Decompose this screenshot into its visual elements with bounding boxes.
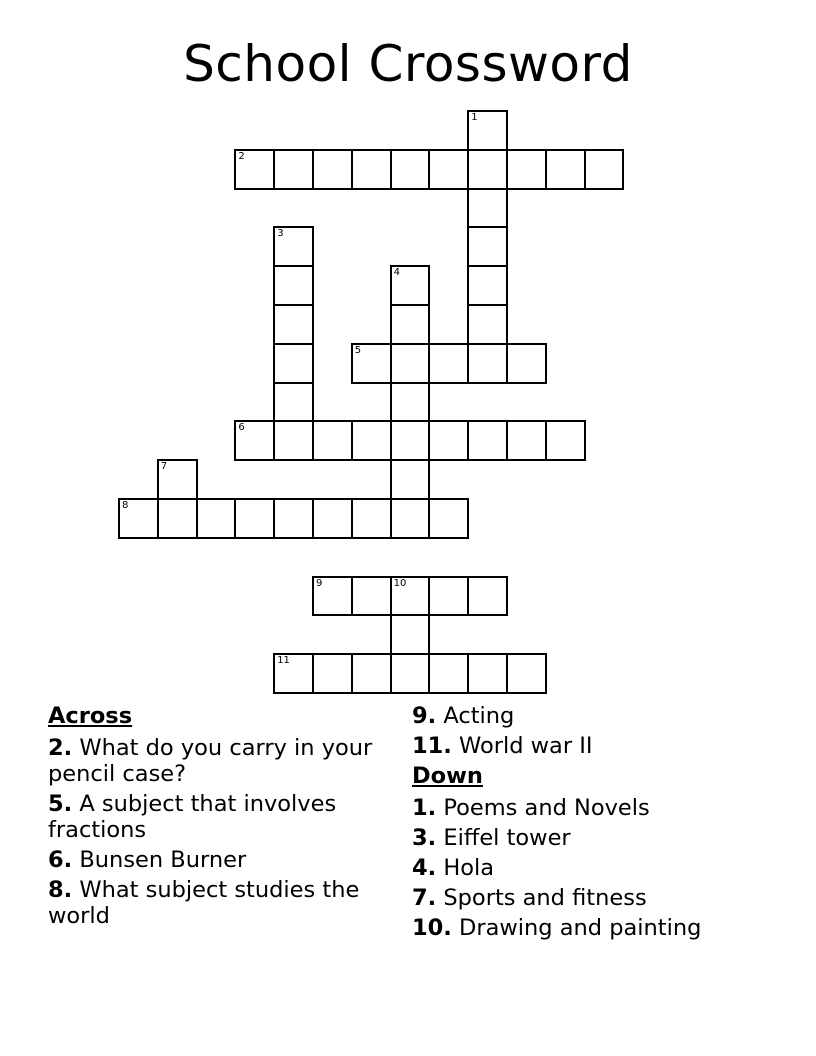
clue-number: 11. [412,733,452,759]
cell-number: 2 [238,150,245,162]
clues-column-right [412,703,792,945]
crossword-cell[interactable] [390,653,431,694]
cell-number: 1 [471,112,478,123]
crossword-cell[interactable] [234,420,275,461]
crossword-cell[interactable] [506,343,547,384]
across-heading: Across [48,703,133,729]
crossword-cell[interactable] [390,576,431,617]
crossword-cell[interactable] [467,304,508,345]
cell-number: 7 [160,461,168,473]
crossword-cell[interactable] [351,576,392,617]
crossword-cell[interactable] [351,149,392,190]
clue-text: Hola [443,855,495,881]
crossword-cell[interactable] [312,498,353,539]
clue-across-2 [48,735,378,787]
clue-text: Sports and fitness [443,885,647,911]
crossword-cell[interactable] [390,459,431,500]
crossword-cell[interactable] [467,343,508,384]
crossword-cell[interactable] [545,149,586,190]
cell-number: 6 [238,422,245,434]
crossword-cell[interactable] [390,265,431,306]
crossword-cell[interactable] [390,382,431,423]
clue-number: 4. [412,855,437,881]
crossword-cell[interactable] [428,343,469,384]
clue-across-8 [48,877,378,929]
crossword-cell[interactable] [467,149,508,190]
crossword-cell[interactable] [390,149,431,190]
cell-number: 10 [393,577,407,589]
crossword-cell[interactable] [273,304,314,345]
clue-number: 10. [412,915,452,941]
down-heading: Down [412,763,483,789]
crossword-cell[interactable] [506,420,547,461]
crossword-cell[interactable] [390,420,431,461]
clue-across-9 [412,703,792,729]
clue-number: 1. [412,795,437,821]
crossword-cell[interactable] [506,149,547,190]
clue-across-11 [412,733,792,759]
crossword-cell[interactable] [390,614,431,655]
crossword-cell[interactable] [157,459,198,500]
crossword-cell[interactable] [351,653,392,694]
crossword-cell[interactable] [273,343,314,384]
clue-across-5 [48,791,378,843]
clue-down-7 [412,885,792,911]
cell-number: 4 [393,267,400,279]
clue-text: Eiffel tower [443,825,571,851]
crossword-cell[interactable] [467,265,508,306]
crossword-cell[interactable] [428,149,469,190]
crossword-cell[interactable] [351,343,392,384]
crossword-cell[interactable] [545,420,586,461]
crossword-cell[interactable] [312,149,353,190]
clue-number: 9. [412,703,437,729]
clue-number: 5. [48,791,73,817]
crossword-cell[interactable] [273,265,314,306]
clue-text: What subject studies the world [48,877,360,929]
crossword-cell[interactable] [467,110,508,151]
crossword-cell[interactable] [390,304,431,345]
crossword-cell[interactable] [273,382,314,423]
crossword-cell[interactable] [390,343,431,384]
crossword-cell[interactable] [428,498,469,539]
crossword-cell[interactable] [273,149,314,190]
clue-text: Drawing and painting [459,915,702,941]
crossword-cell[interactable] [467,226,508,267]
crossword-cell[interactable] [467,420,508,461]
clue-text: Poems and Novels [443,795,650,821]
crossword-cell[interactable] [312,576,353,617]
crossword-cell[interactable] [351,498,392,539]
crossword-cell[interactable] [273,420,314,461]
crossword-cell[interactable] [273,653,314,694]
cell-number: 5 [354,344,362,356]
crossword-cell[interactable] [234,498,275,539]
cell-number: 9 [316,577,323,589]
crossword-cell[interactable] [273,498,314,539]
clue-text: Bunsen Burner [79,847,247,873]
clue-text: World war II [459,733,593,759]
clue-down-4 [412,855,792,881]
clue-text: Acting [443,703,515,729]
clue-down-10 [412,915,792,941]
crossword-cell[interactable] [196,498,237,539]
crossword-cell[interactable] [467,576,508,617]
crossword-cell[interactable] [467,653,508,694]
crossword-cell[interactable] [312,653,353,694]
crossword-cell[interactable] [157,498,198,539]
crossword-cell[interactable] [312,420,353,461]
page-title: School Crossword [183,35,633,93]
crossword-cell[interactable] [273,226,314,267]
crossword-cell[interactable] [428,576,469,617]
cell-number: 3 [277,228,284,240]
clue-text: A subject that involves fractions [48,791,337,843]
clue-number: 3. [412,825,437,851]
clue-number: 2. [48,735,73,761]
clue-text: What do you carry in your pencil case? [48,735,373,787]
cell-number: 8 [122,500,129,511]
clue-number: 8. [48,877,73,903]
clue-number: 7. [412,885,437,911]
crossword-cell[interactable] [428,420,469,461]
crossword-cell[interactable] [390,498,431,539]
cell-number: 11 [277,655,290,667]
clue-down-3 [412,825,792,851]
crossword-cell[interactable] [351,420,392,461]
crossword-cell[interactable] [467,188,508,229]
crossword-cell[interactable] [428,653,469,694]
clue-number: 6. [48,847,73,873]
clues-column-left [48,703,378,933]
crossword-cell[interactable] [506,653,547,694]
crossword-cell[interactable] [234,149,275,190]
crossword-cell[interactable] [118,498,159,539]
clue-down-1 [412,795,792,821]
crossword-cell[interactable] [584,149,625,190]
clue-across-6 [48,847,378,873]
